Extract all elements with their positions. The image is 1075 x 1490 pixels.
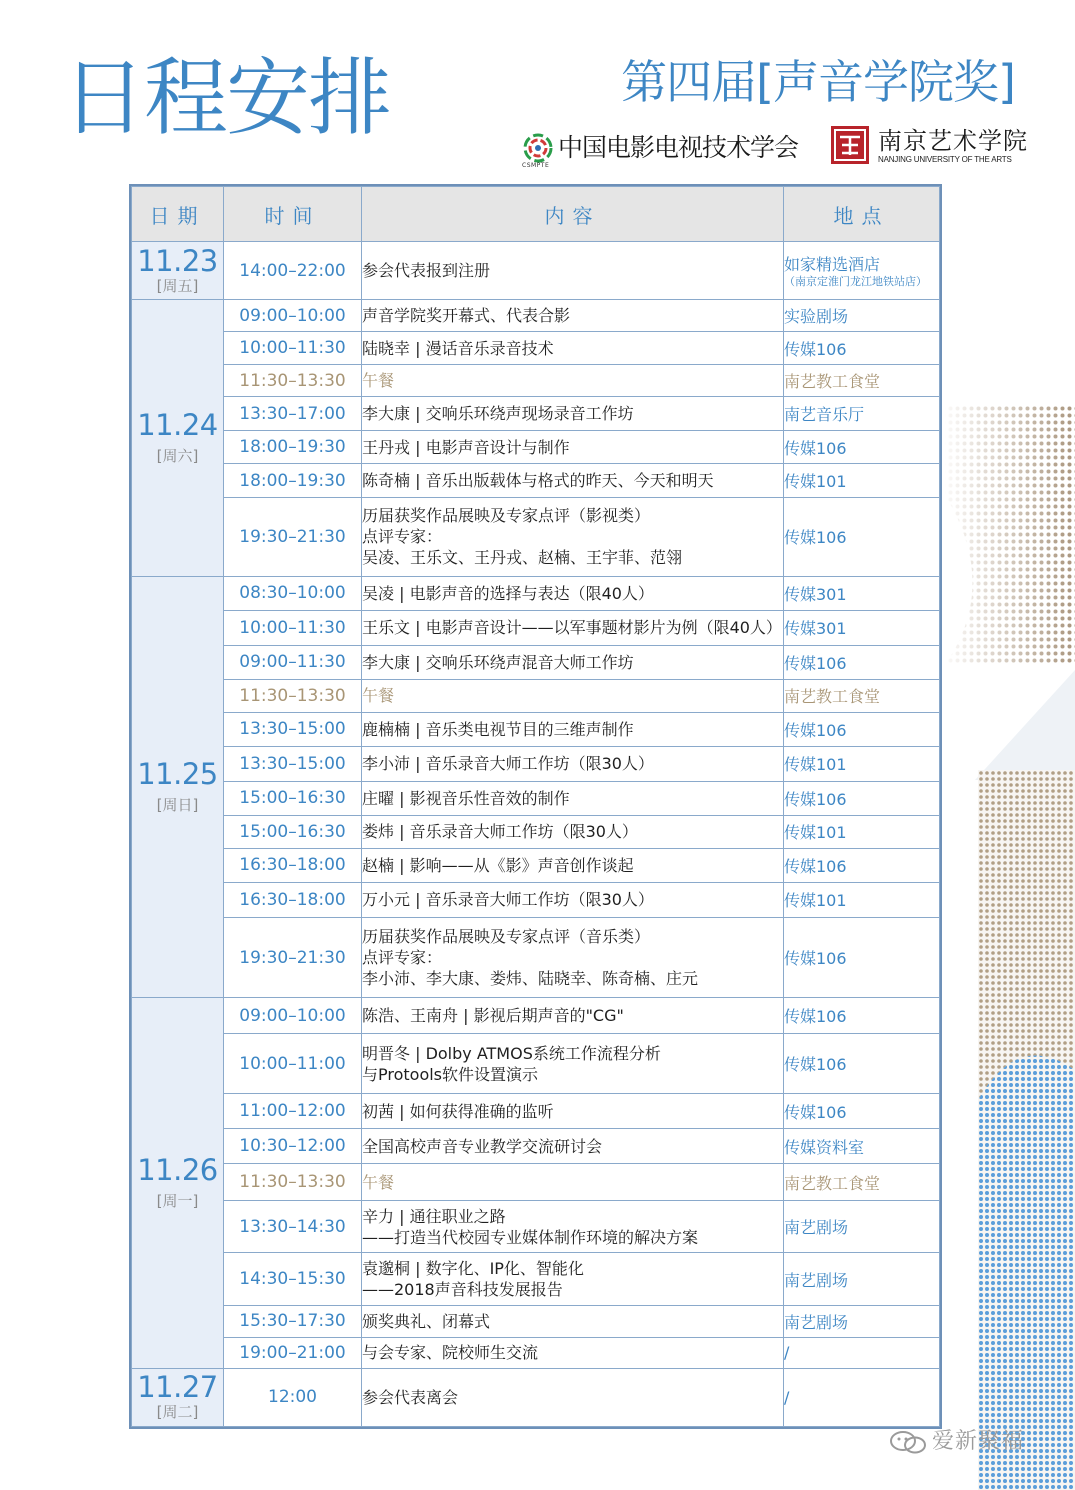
venue-name: 传媒106 — [784, 653, 847, 673]
nua-logo-block — [830, 125, 1030, 169]
venue-cell — [784, 848, 940, 882]
time-cell: 13:30–15:00 — [224, 746, 362, 781]
content-line: 娄炜 | 音乐录音大师工作坊（限30人） — [362, 822, 638, 842]
content-cell — [362, 1368, 784, 1426]
venue-cell — [784, 1201, 940, 1253]
venue-name: 传媒301 — [784, 619, 847, 639]
venue-cell — [784, 498, 940, 576]
content-line: 午餐 — [362, 1172, 395, 1192]
venue-name: 南艺教工食堂 — [784, 1173, 881, 1193]
content-line: 庄曜 | 影视音乐性音效的制作 — [362, 788, 570, 808]
content-line: ——2018声音科技发展报告 — [362, 1280, 563, 1299]
table-row — [132, 1164, 940, 1201]
time-cell: 10:00–11:30 — [224, 332, 362, 365]
time-cell: 15:00–16:30 — [224, 781, 362, 815]
csmpte-abbr: CSMPTE — [522, 162, 550, 169]
content-line: 与Protools软件设置演示 — [362, 1064, 539, 1084]
content-cell — [362, 464, 784, 498]
time-cell: 11:30–13:30 — [224, 1164, 362, 1201]
decorative-dot-wave-lower — [978, 770, 1075, 1490]
content-cell — [362, 397, 784, 431]
venue-address: （南京定淮门龙江地铁站店） — [784, 275, 927, 289]
content-cell — [362, 365, 784, 397]
date-cell — [132, 576, 224, 998]
date-cell — [132, 242, 224, 300]
content-line: 辛力 | 通往职业之路 — [362, 1206, 506, 1226]
time-cell: 18:00–19:30 — [224, 431, 362, 464]
table-row — [132, 679, 940, 712]
content-line: 声音学院奖开幕式、代表合影 — [362, 306, 571, 326]
content-line: 李大康 | 交响乐环绕声现场录音工作坊 — [362, 404, 634, 424]
table-row — [132, 1129, 940, 1164]
time-cell: 10:00–11:00 — [224, 1034, 362, 1094]
content-line: 吴凌 | 电影声音的选择与表达（限40人） — [362, 583, 654, 603]
venue-name: 传媒101 — [784, 755, 847, 775]
venue-cell — [784, 300, 940, 332]
table-row — [132, 1201, 940, 1253]
venue-cell — [784, 882, 940, 917]
content-cell — [362, 848, 784, 882]
table-row — [132, 464, 940, 498]
venue-name: 南艺教工食堂 — [784, 372, 881, 392]
event-title: 第四届[声音学院奖] — [621, 55, 1015, 109]
content-line: 与会专家、院校师生交流 — [362, 1343, 539, 1363]
venue-name: 传媒301 — [784, 584, 847, 604]
content-line: 袁邈桐 | 数字化、IP化、智能化 — [362, 1259, 584, 1278]
venue-cell — [784, 1337, 940, 1368]
venue-name: 南艺音乐厅 — [784, 405, 865, 425]
venue-cell — [784, 1305, 940, 1337]
venue-cell — [784, 1368, 940, 1426]
csmpte-name: 中国电影电视技术学会 — [558, 133, 799, 162]
venue-cell — [784, 332, 940, 365]
time-cell: 10:00–11:30 — [224, 610, 362, 645]
venue-name: 南艺教工食堂 — [784, 687, 881, 707]
header-time: 时间 — [224, 187, 362, 242]
table-row — [132, 712, 940, 746]
nua-name: 南京艺术学院 — [878, 127, 1028, 155]
table-row — [132, 1094, 940, 1129]
venue-name: 南艺剧场 — [784, 1312, 849, 1332]
venue-name: 南艺剧场 — [784, 1270, 849, 1290]
content-cell — [362, 576, 784, 610]
time-cell: 16:30–18:00 — [224, 882, 362, 917]
content-cell — [362, 300, 784, 332]
header-content: 内容 — [362, 187, 784, 242]
table-row — [132, 300, 940, 332]
decorative-dot-wave — [940, 405, 1075, 665]
date-cell — [132, 998, 224, 1369]
venue-name: 传媒106 — [784, 528, 847, 548]
venue-cell — [784, 431, 940, 464]
content-cell — [362, 431, 784, 464]
content-line: 王乐文 | 电影声音设计——以军事题材影片为例（限40人） — [362, 618, 782, 638]
venue-name: 传媒106 — [784, 1055, 847, 1075]
venue-cell — [784, 242, 940, 300]
content-line: 历届获奖作品展映及专家点评（音乐类） — [362, 927, 651, 947]
content-line: 陈浩、王南舟 | 影视后期声音的"CG" — [362, 1006, 624, 1026]
weekday-label: [周五] — [156, 276, 199, 295]
time-cell: 13:30–17:00 — [224, 397, 362, 431]
header-date: 日期 — [132, 187, 224, 242]
content-cell — [362, 1094, 784, 1129]
table-row — [132, 882, 940, 917]
content-cell — [362, 645, 784, 679]
venue-cell — [784, 1164, 940, 1201]
decorative-light-cone — [975, 670, 1075, 780]
content-line: 鹿楠楠 | 音乐类电视节目的三维声制作 — [362, 719, 634, 739]
table-row — [132, 1253, 940, 1305]
time-cell: 09:00–11:30 — [224, 645, 362, 679]
time-cell: 11:30–13:30 — [224, 679, 362, 712]
weekday-label: [周二] — [156, 1403, 199, 1422]
table-row — [132, 746, 940, 781]
table-row — [132, 332, 940, 365]
venue-name: 传媒106 — [784, 339, 847, 359]
time-cell: 18:00–19:30 — [224, 464, 362, 498]
date-value: 11.23 — [137, 243, 218, 278]
date-cell — [132, 300, 224, 576]
time-cell: 10:30–12:00 — [224, 1129, 362, 1164]
time-cell: 13:30–15:00 — [224, 712, 362, 746]
content-line: 明晋冬 | Dolby ATMOS系统工作流程分析 — [362, 1043, 661, 1063]
venue-cell — [784, 781, 940, 815]
venue-name: / — [784, 1343, 790, 1363]
venue-name: 南艺剧场 — [784, 1218, 849, 1238]
schedule-table — [131, 186, 940, 1427]
time-cell: 15:30–17:30 — [224, 1305, 362, 1337]
date-value: 11.27 — [137, 1370, 218, 1405]
time-cell: 13:30–14:30 — [224, 1201, 362, 1253]
content-line: 李小沛 | 音乐录音大师工作坊（限30人） — [362, 754, 654, 774]
content-cell — [362, 242, 784, 300]
content-cell — [362, 998, 784, 1034]
content-line: 初茜 | 如何获得准确的监听 — [362, 1101, 554, 1121]
table-row — [132, 815, 940, 848]
content-line: 陈奇楠 | 音乐出版载体与格式的昨天、今天和明天 — [362, 471, 714, 491]
content-line: 赵楠 | 影响——从《影》声音创作谈起 — [362, 855, 634, 875]
venue-name: 传媒106 — [784, 720, 847, 740]
content-cell — [362, 332, 784, 365]
content-cell — [362, 1129, 784, 1164]
venue-cell — [784, 576, 940, 610]
content-line: 颁奖典礼、闭幕式 — [362, 1311, 491, 1331]
venue-cell — [784, 645, 940, 679]
content-line: ——打造当代校园专业媒体制作环境的解决方案 — [362, 1227, 699, 1247]
venue-cell — [784, 610, 940, 645]
table-row — [132, 1368, 940, 1426]
content-cell — [362, 610, 784, 645]
date-value: 11.24 — [137, 407, 218, 442]
time-cell: 19:00–21:00 — [224, 1337, 362, 1368]
venue-name: 传媒106 — [784, 1102, 847, 1122]
table-row — [132, 998, 940, 1034]
venue-cell — [784, 1034, 940, 1094]
table-row — [132, 848, 940, 882]
venue-name: 传媒101 — [784, 472, 847, 492]
watermark — [888, 1428, 1024, 1456]
csmpte-logo-icon — [522, 132, 554, 164]
venue-name: 如家精选酒店 — [784, 255, 881, 275]
date-value: 11.25 — [137, 756, 218, 791]
table-row — [132, 917, 940, 997]
table-row — [132, 576, 940, 610]
content-cell — [362, 1034, 784, 1094]
content-cell — [362, 1164, 784, 1201]
table-row — [132, 498, 940, 576]
venue-cell — [784, 397, 940, 431]
time-cell: 16:30–18:00 — [224, 848, 362, 882]
venue-cell — [784, 464, 940, 498]
content-line: 李大康 | 交响乐环绕声混音大师工作坊 — [362, 652, 634, 672]
watermark-text: 爱新聚福 — [932, 1429, 1025, 1454]
content-cell — [362, 679, 784, 712]
time-cell: 12:00 — [224, 1368, 362, 1426]
content-line: 王丹戎 | 电影声音设计与制作 — [362, 437, 570, 457]
content-cell — [362, 882, 784, 917]
nua-seal-icon — [830, 125, 870, 165]
venue-name: 传媒101 — [784, 823, 847, 843]
content-cell — [362, 781, 784, 815]
content-cell — [362, 1337, 784, 1368]
venue-cell — [784, 679, 940, 712]
content-line: 吴凌、王乐文、王丹戎、赵楠、王宇菲、范翎 — [362, 548, 683, 568]
weekday-label: [周六] — [156, 446, 199, 465]
content-cell — [362, 746, 784, 781]
venue-cell — [784, 917, 940, 997]
table-row — [132, 431, 940, 464]
time-cell: 11:00–12:00 — [224, 1094, 362, 1129]
content-line: 历届获奖作品展映及专家点评（影视类） — [362, 506, 651, 526]
content-cell — [362, 917, 784, 997]
time-cell: 11:30–13:30 — [224, 365, 362, 397]
table-row — [132, 365, 940, 397]
schedule-table-frame — [129, 184, 942, 1429]
content-cell — [362, 1201, 784, 1253]
page-title: 日程安排 — [62, 49, 391, 147]
wechat-icon — [888, 1430, 928, 1454]
venue-cell — [784, 1094, 940, 1129]
content-cell — [362, 712, 784, 746]
venue-cell — [784, 998, 940, 1034]
content-line: 午餐 — [362, 371, 395, 391]
venue-name: 实验剧场 — [784, 307, 849, 327]
time-cell: 14:30–15:30 — [224, 1253, 362, 1305]
weekday-label: [周日] — [156, 795, 199, 814]
venue-name: 传媒106 — [784, 789, 847, 809]
time-cell: 09:00–10:00 — [224, 300, 362, 332]
content-cell — [362, 1305, 784, 1337]
content-line: 陆晓幸 | 漫话音乐录音技术 — [362, 338, 554, 358]
weekday-label: [周一] — [156, 1191, 199, 1210]
content-line: 点评专家： — [362, 527, 443, 547]
venue-name: 传媒资料室 — [784, 1137, 865, 1157]
table-row — [132, 645, 940, 679]
content-cell — [362, 1253, 784, 1305]
nua-english-name: NANJING UNIVERSITY OF THE ARTS — [878, 155, 1012, 164]
header-venue: 地点 — [784, 187, 940, 242]
content-line: 全国高校声音专业教学交流研讨会 — [362, 1136, 603, 1156]
venue-cell — [784, 365, 940, 397]
content-line: 参会代表报到注册 — [362, 261, 491, 281]
venue-name: 传媒106 — [784, 949, 847, 969]
venue-name: 传媒106 — [784, 1007, 847, 1027]
venue-name: / — [784, 1387, 790, 1407]
table-header-row — [132, 187, 940, 242]
table-row — [132, 397, 940, 431]
date-cell — [132, 1368, 224, 1426]
time-cell: 15:00–16:30 — [224, 815, 362, 848]
table-row — [132, 610, 940, 645]
venue-name: 传媒101 — [784, 891, 847, 911]
content-line: 午餐 — [362, 686, 395, 706]
venue-cell — [784, 712, 940, 746]
table-row — [132, 242, 940, 300]
date-value: 11.26 — [137, 1152, 218, 1187]
content-cell — [362, 815, 784, 848]
venue-cell — [784, 1129, 940, 1164]
time-cell: 08:30–10:00 — [224, 576, 362, 610]
table-row — [132, 1034, 940, 1094]
csmpte-logo-block — [522, 128, 804, 168]
time-cell: 14:00–22:00 — [224, 242, 362, 300]
table-row — [132, 781, 940, 815]
venue-name: 传媒106 — [784, 438, 847, 458]
time-cell: 19:30–21:30 — [224, 498, 362, 576]
time-cell: 19:30–21:30 — [224, 917, 362, 997]
table-row — [132, 1337, 940, 1368]
content-cell — [362, 498, 784, 576]
content-line: 李小沛、李大康、娄炜、陆晓幸、陈奇楠、庄元 — [362, 969, 699, 989]
venue-cell — [784, 815, 940, 848]
content-line: 万小元 | 音乐录音大师工作坊（限30人） — [362, 890, 654, 910]
content-line: 点评专家： — [362, 948, 443, 968]
venue-name: 传媒106 — [784, 856, 847, 876]
table-row — [132, 1305, 940, 1337]
venue-cell — [784, 746, 940, 781]
venue-cell — [784, 1253, 940, 1305]
time-cell: 09:00–10:00 — [224, 998, 362, 1034]
content-line: 参会代表离会 — [362, 1387, 459, 1407]
